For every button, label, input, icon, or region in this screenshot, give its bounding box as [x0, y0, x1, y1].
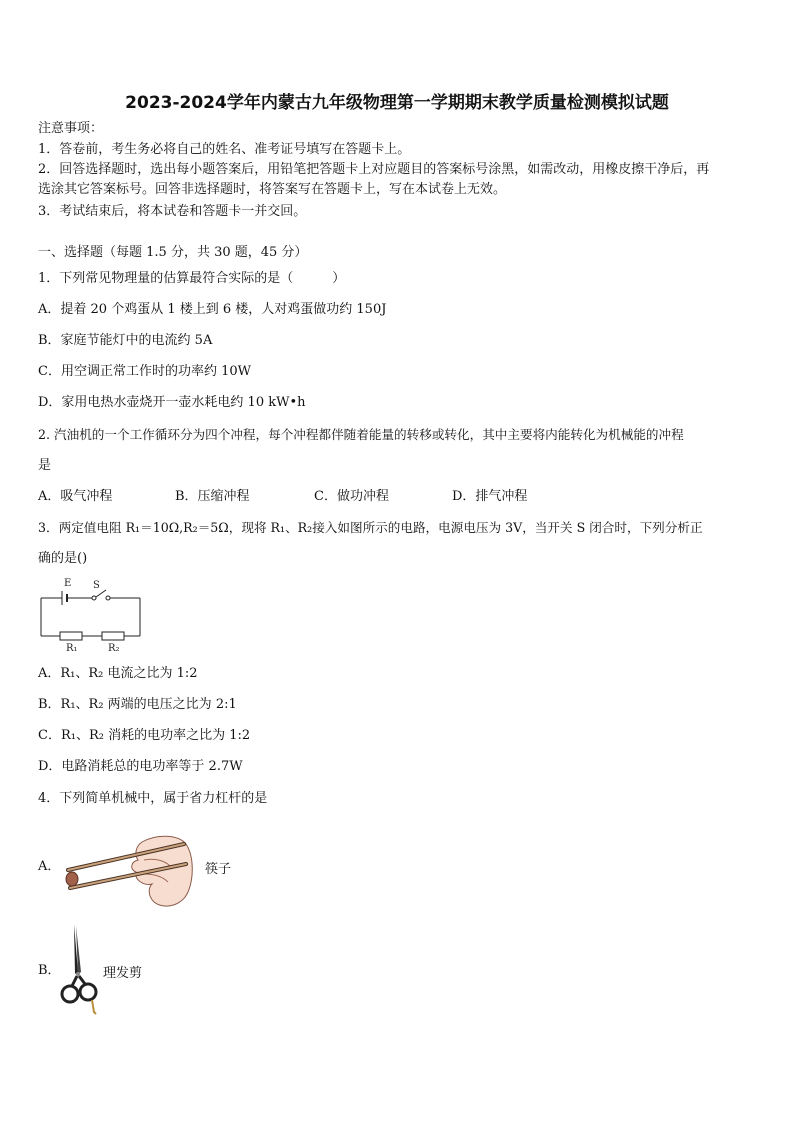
notice-heading: 注意事项：: [38, 121, 104, 136]
switch-blade: [96, 590, 106, 597]
circuit-label-s: S: [93, 580, 100, 591]
q2-option-c: C．做功冲程: [314, 489, 389, 504]
notice-item-2: 2．回答选择题时，选出每小题答案后，用铅笔把答题卡上对应题目的答案标号涂黑，如需改动，用橡皮擦干净后，再: [38, 162, 710, 177]
resistor-r1: [60, 632, 82, 640]
circuit-label-r2: R₂: [108, 643, 120, 654]
switch-contact-right: [106, 596, 110, 600]
hair-scissors-image: [58, 922, 102, 1018]
q1-stem: 1．下列常见物理量的估算最符合实际的是（ ）: [38, 271, 346, 286]
q2-stem-cont: 是: [38, 458, 52, 473]
notice-item-3: 3．考试结束后，将本试卷和答题卡一并交回。: [38, 204, 307, 219]
q3-stem: 3．两定值电阻 R₁＝10Ω,R₂＝5Ω，现将 R₁、R₂接入如图所示的电路，电源电压为 3V，当开关 S 闭合时，下列分析正: [38, 520, 703, 535]
q2-option-b: B．压缩冲程: [175, 489, 250, 504]
q4-option-a-letter: A．: [38, 859, 61, 874]
food-morsel: [66, 872, 78, 886]
q2-option-a: A．吸气冲程: [38, 489, 113, 504]
circuit-label-e: E: [64, 578, 72, 589]
notice-item-2-cont: 选涂其它答案标号。回答非选择题时，将答案写在答题卡上，写在本试卷上无效。: [38, 182, 507, 197]
q4-option-b-letter: B．: [38, 963, 61, 978]
q4-option-b-caption: 理发剪: [103, 966, 143, 981]
q3-option-c: C．R₁、R₂ 消耗的电功率之比为 1:2: [38, 728, 251, 743]
hand-shape: [132, 836, 193, 906]
q4-stem: 4．下列简单机械中，属于省力杠杆的是: [38, 791, 268, 806]
resistor-r2: [102, 632, 124, 640]
q3-stem-cont: 确的是(): [38, 551, 88, 566]
q1-option-a: A．提着 20 个鸡蛋从 1 楼上到 6 楼，人对鸡蛋做功约 150J: [38, 302, 387, 317]
q1-option-b: B．家庭节能灯中的电流约 5A: [38, 333, 213, 348]
notice-item-1: 1．答卷前，考生务必将自己的姓名、准考证号填写在答题卡上。: [38, 142, 411, 157]
q3-option-a: A．R₁、R₂ 电流之比为 1:2: [38, 666, 198, 681]
circuit-diagram: [38, 576, 144, 654]
scissor-ring-right: [80, 984, 96, 1000]
q2-stem: 2. 汽油机的一个工作循环分为四个冲程，每个冲程都伴随着能量的转移或转化，其中主要将内能转化为机械能的冲程: [38, 427, 684, 442]
q4-option-a-caption: 筷子: [205, 862, 232, 877]
q1-option-c: C．用空调正常工作时的功率约 10W: [38, 364, 251, 379]
q3-option-d: D．电路消耗总的电功率等于 2.7W: [38, 759, 243, 774]
chopsticks-image: [60, 830, 200, 912]
q3-option-b: B．R₁、R₂ 两端的电压之比为 2:1: [38, 697, 237, 712]
circuit-label-r1: R₁: [66, 643, 78, 654]
page-title: 2023-2024学年内蒙古九年级物理第一学期期末教学质量检测模拟试题: [125, 93, 669, 113]
q2-option-d: D．排气冲程: [452, 489, 528, 504]
scissor-ring-left: [62, 986, 78, 1002]
switch-contact-left: [92, 596, 96, 600]
q1-option-d: D．家用电热水壶烧开一壶水耗电约 10 kW•h: [38, 395, 306, 410]
section-heading: 一、选择题（每题 1.5 分，共 30 题，45 分）: [38, 245, 308, 260]
